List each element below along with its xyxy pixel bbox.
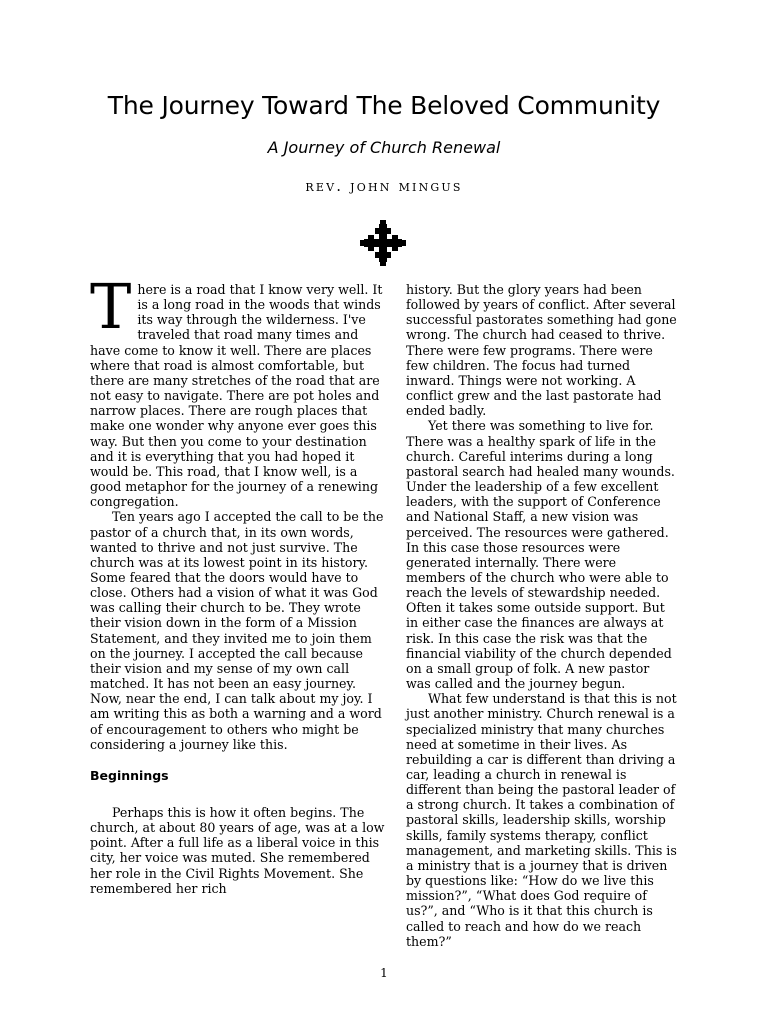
page-title: The Journey Toward The Beloved Community bbox=[107, 91, 661, 120]
paragraph: Ten years ago I accepted the call to be the pastor of a church that, in its own words, wanted to thrive and not just survive. The church was at its lowest point in its history. Some feared that the doors would have to close. Others had a vision of what it was God was calling their church to be. They wrote their vision down in the form of a Mission Statement, and they invited me to join them on the journey. I accepted the call because their vision and my sense of my own call matched. It has not been an easy journey. Now, near the end, I can talk about my joy. I am writing this as both a warning and a word of encouragement to others who might be considering a journey like this. bbox=[90, 509, 384, 752]
section-heading: Beginnings bbox=[90, 767, 169, 783]
cross-ornament-icon bbox=[358, 218, 408, 268]
author-name bbox=[0, 177, 768, 195]
page-subtitle: A Journey of Church Renewal bbox=[267, 138, 501, 157]
author-name-text: rev. john mingus bbox=[305, 177, 463, 195]
paragraph: Yet there was something to live for. There was a healthy spark of life in the church. Careful interims during a long pastoral search had healed many wounds. Under the leadership of a few excellent leaders, with the support of Conference and National Staff, a new vision was perceived. The resources were gathered. In this case those resources were generated internally. There were members of the church who were able to reach the levels of stewardship needed. Often it takes some outside support. But in either case the finances are always at risk. In this case the risk was that the financial viability of the church depended on a small group of folk. A new pastor was called and the journey begun. bbox=[406, 418, 675, 692]
left-column bbox=[90, 270, 390, 896]
paragraph: history. But the glory years had been followed by years of conflict. After several successful pastorates something had gone wrong. The church had ceased to thrive. There were few programs. There were few children. The focus had turned inward. Things were not working. A conflict grew and the last pastorate had ended badly. bbox=[406, 282, 677, 419]
drop-cap: T bbox=[90, 270, 132, 343]
right-column bbox=[406, 282, 678, 949]
paragraph: What few understand is that this is not just another ministry. Church renewal is a specialized ministry that many churches need at sometime in their lives. As rebuilding a car is different than driving a car, leading a church in renewal is different than being the pastoral leader of a strong church. It takes a combination of pastoral skills, leadership skills, worship skills, family systems therapy, conflict management, and marketing skills. This is a ministry that is a journey that is driven by questions like: “How do we live this mission?”, “What does God require of us?”, and “Who is it that this church is called to reach and how do we reach them?” bbox=[406, 691, 677, 949]
paragraph-text: here is a road that I know very well. It is a long road in the woods that winds its way through the wilderness. I've traveled that road many times and have come to know it well. There are places where that road is almost comfortable, but there are many stretches of the road that are not easy to navigate. There are pot holes and narrow places. There are rough places that make one wonder why anyone ever goes this way. But then you come to your destination and it is everything that you had hoped it would be. This road, that I know well, is a good metaphor for the journey of a renewing congregation. bbox=[90, 282, 383, 510]
paragraph bbox=[90, 270, 390, 510]
page-number: 1 bbox=[380, 966, 388, 980]
paragraph: Perhaps this is how it often begins. The church, at about 80 years of age, was at a low point. After a full life as a liberal voice in this city, her voice was muted. She remembered her role in the Civil Rights Movement. She remembered her rich bbox=[90, 805, 385, 896]
